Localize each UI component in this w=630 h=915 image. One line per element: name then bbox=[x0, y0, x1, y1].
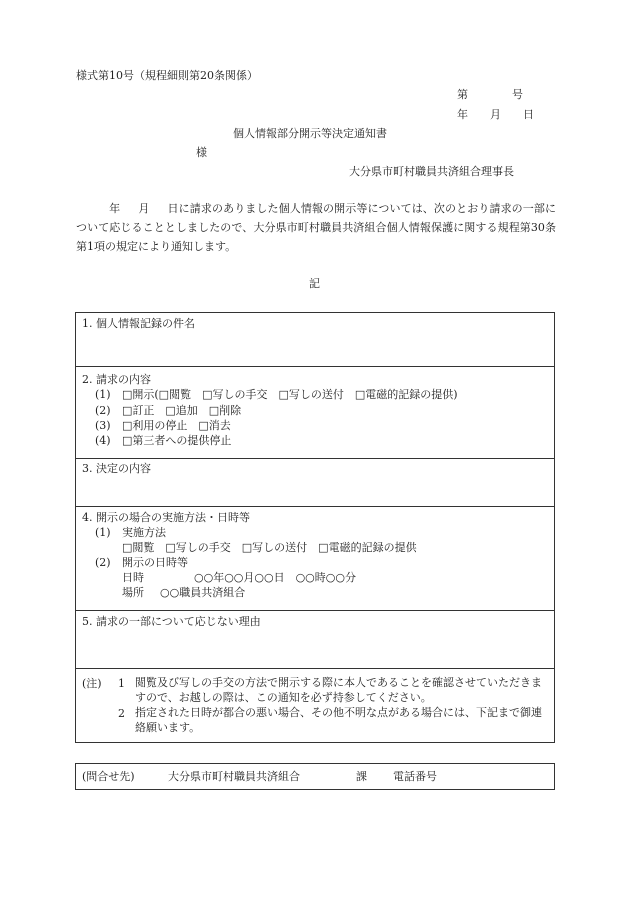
body-month: 月 bbox=[138, 202, 150, 215]
body-text: 日に請求のありました個人情報の開示等については、次のとおり請求の一部について応じることとしましたので、大分県市町村職員共済組合個人情報保護に関する規程第30条第1項の規定により通知します。 bbox=[76, 202, 557, 253]
place-value: ○○職員共済組合 bbox=[160, 586, 246, 599]
notes-label: (注) bbox=[82, 677, 102, 690]
note-1-num: 1 bbox=[118, 677, 125, 690]
place-label: 場所 bbox=[122, 586, 144, 599]
document-number-line: 第 号 bbox=[457, 88, 523, 101]
section-notes bbox=[76, 669, 554, 742]
section-5-title: 5. 請求の一部について応じない理由 bbox=[82, 615, 261, 628]
body-year: 年 bbox=[109, 202, 121, 215]
method-options: □閲覧 □写しの手交 □写しの送付 □電磁的記録の提供 bbox=[122, 541, 417, 554]
section-record-name bbox=[76, 313, 554, 367]
note-1-text: 閲覧及び写しの手交の方法で開示する際に本人であることを確認させていただきますので、お越しの際は、この通知を必ず持参してください。 bbox=[135, 676, 542, 704]
ki-heading: 記 bbox=[309, 277, 320, 290]
section-2-title: 2. 請求の内容 bbox=[82, 373, 151, 386]
datetime-value: ○○年○○月○○日 ○○時○○分 bbox=[194, 571, 356, 584]
request-item-3-text: □利用の停止 □消去 bbox=[122, 419, 231, 432]
datetime-label: 日時 bbox=[122, 571, 144, 584]
contact-box bbox=[75, 763, 555, 790]
document-date-line: 年 月 日 bbox=[457, 108, 534, 121]
request-item-4-text: □第三者への提供停止 bbox=[122, 434, 232, 447]
method-sub1-title: 実施方法 bbox=[122, 526, 166, 539]
request-item-3-num: (3) bbox=[95, 419, 111, 432]
method-sub2-num: (2) bbox=[95, 556, 111, 569]
request-item-2-text: □訂正 □追加 □削除 bbox=[122, 404, 242, 417]
contact-label: (問合せ先) bbox=[82, 770, 135, 783]
contact-org: 大分県市町村職員共済組合 bbox=[168, 770, 300, 783]
details-table bbox=[75, 312, 555, 743]
request-item-1-text: □開示(□閲覧 □写しの手交 □写しの送付 □電磁的記録の提供) bbox=[122, 388, 458, 401]
section-refusal-reason bbox=[76, 611, 554, 669]
addressee-suffix: 様 bbox=[196, 146, 207, 159]
note-2-num: 2 bbox=[118, 707, 125, 720]
section-decision-content bbox=[76, 459, 554, 507]
method-sub2-title: 開示の日時等 bbox=[122, 556, 188, 569]
section-1-title: 1. 個人情報記録の件名 bbox=[82, 317, 195, 330]
request-item-4-num: (4) bbox=[95, 434, 111, 447]
request-item-2-num: (2) bbox=[95, 404, 111, 417]
section-disclosure-method bbox=[76, 507, 554, 611]
section-4-title: 4. 開示の場合の実施方法・日時等 bbox=[82, 511, 250, 524]
notice-paragraph bbox=[76, 199, 556, 256]
method-sub1-num: (1) bbox=[95, 526, 111, 539]
request-item-1-num: (1) bbox=[95, 388, 111, 401]
form-number: 様式第10号（規程細則第20条関係） bbox=[76, 69, 258, 82]
document-title: 個人情報部分開示等決定通知書 bbox=[233, 127, 387, 140]
contact-phone-label: 電話番号 bbox=[393, 770, 437, 783]
note-2-text: 指定された日時が都合の悪い場合、その他不明な点がある場合には、下記まで御連絡願います。 bbox=[135, 706, 542, 734]
section-3-title: 3. 決定の内容 bbox=[82, 462, 151, 475]
contact-section: 課 bbox=[356, 770, 367, 783]
section-request-content bbox=[76, 367, 554, 459]
sender-name: 大分県市町村職員共済組合理事長 bbox=[349, 165, 514, 178]
